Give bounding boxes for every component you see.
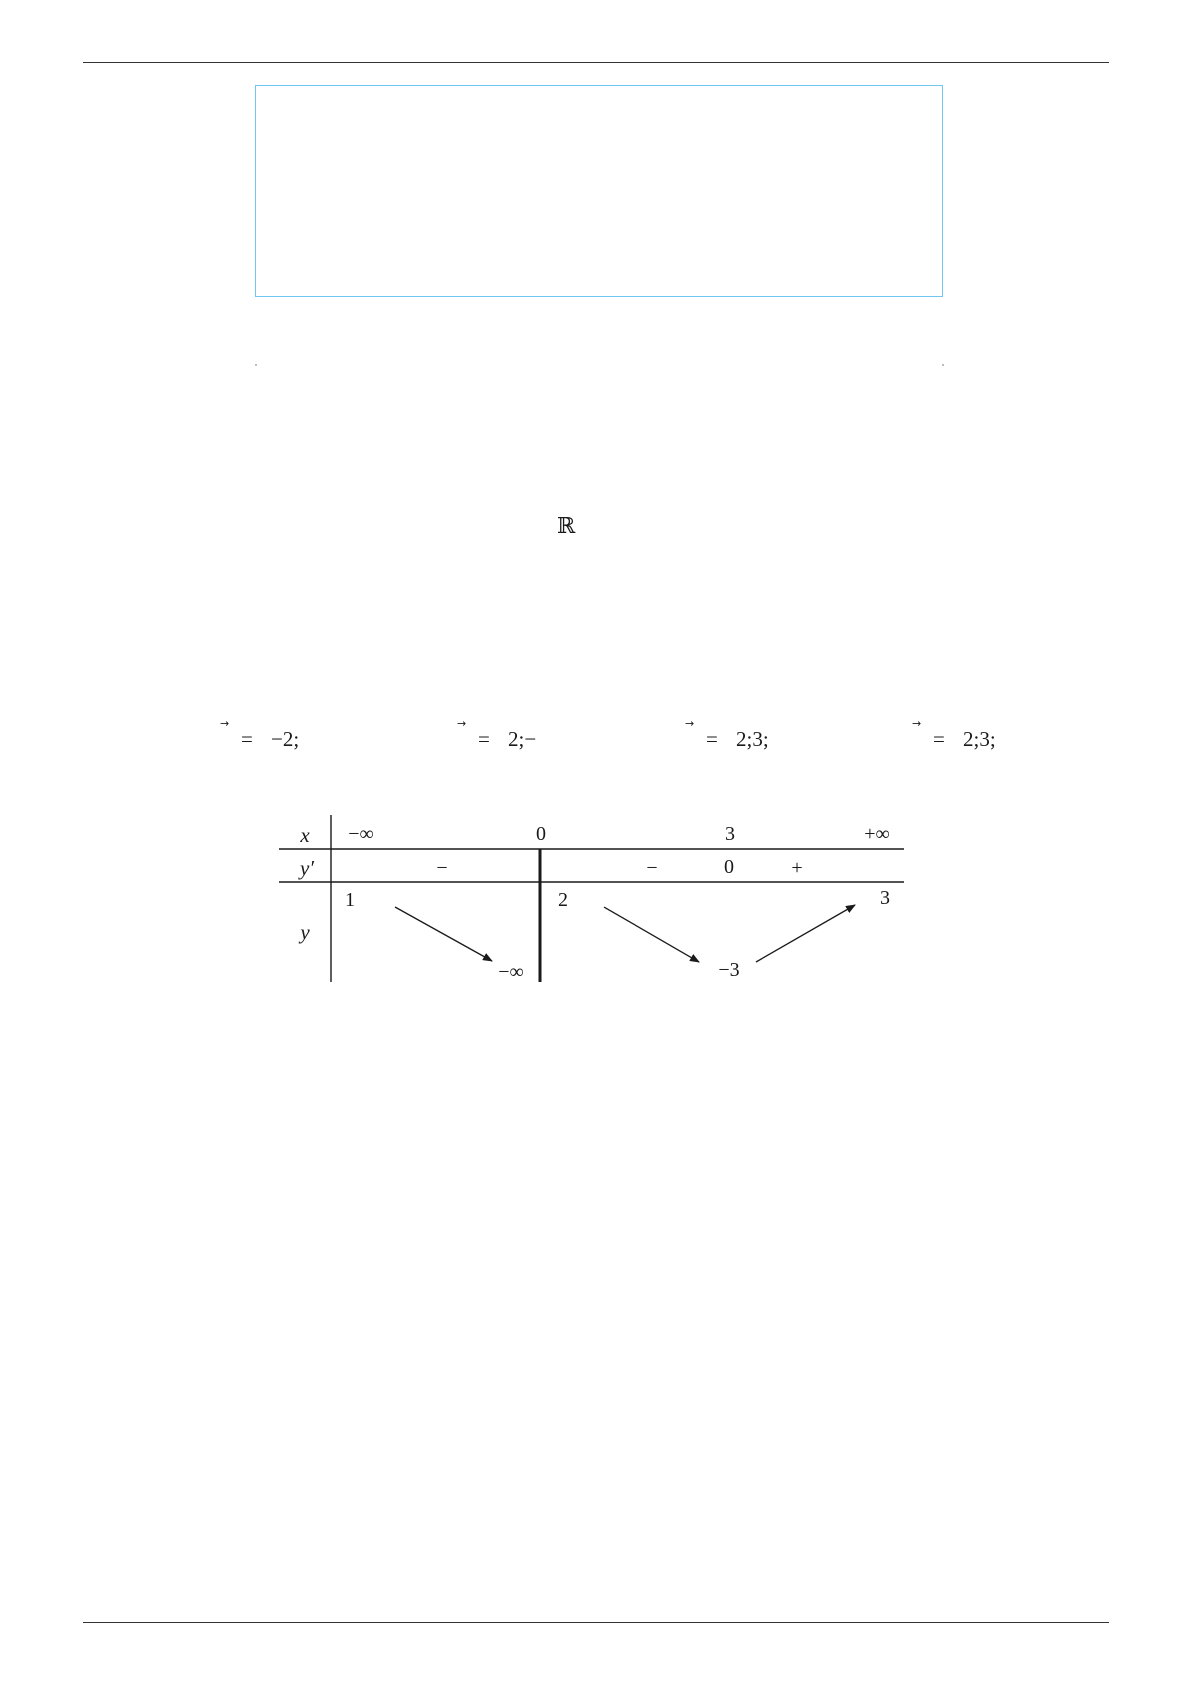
decrease-arrow-2: [604, 907, 699, 962]
faint-mark-right: [942, 364, 944, 366]
x-value-pos-infinity: +∞: [864, 823, 890, 845]
sign-zero: 0: [724, 856, 734, 878]
equals-sign: =: [478, 727, 490, 751]
sign-interval-3: +: [791, 857, 803, 879]
y-value-neg-infinity: −∞: [498, 961, 524, 983]
vector-arrow-icon: →: [685, 717, 695, 730]
sign-interval-1: −: [436, 857, 448, 879]
answer-value: 2;3;: [736, 727, 769, 751]
vector-arrow-icon: →: [912, 717, 922, 730]
header-rule: [83, 62, 1109, 63]
equals-sign: =: [241, 727, 253, 751]
y-value-start: 1: [345, 889, 355, 911]
x-value-three: 3: [725, 823, 735, 845]
y-value-end: 3: [880, 887, 890, 909]
answer-value: 2;3;: [963, 727, 996, 751]
header-box: [255, 85, 943, 297]
footer-rule: [83, 1622, 1109, 1623]
answer-value: −2;: [271, 727, 300, 751]
vector-arrow-icon: →: [220, 717, 230, 730]
faint-mark-left: [255, 364, 257, 366]
increase-arrow: [756, 905, 855, 962]
sign-interval-2: −: [646, 857, 658, 879]
row-label-x: x: [300, 823, 310, 847]
x-value-neg-infinity: −∞: [348, 823, 374, 845]
x-value-zero: 0: [536, 823, 546, 845]
vector-arrow-icon: →: [457, 717, 467, 730]
row-label-y-prime: y′: [300, 856, 314, 880]
equals-sign: =: [933, 727, 945, 751]
y-value-minimum: −3: [718, 959, 740, 981]
row-label-y: y: [300, 920, 310, 944]
y-value-two: 2: [558, 889, 568, 911]
equals-sign: =: [706, 727, 718, 751]
answer-value: 2;−: [508, 727, 537, 751]
reals-symbol: ℝ: [557, 514, 576, 539]
decrease-arrow-1: [395, 907, 492, 961]
